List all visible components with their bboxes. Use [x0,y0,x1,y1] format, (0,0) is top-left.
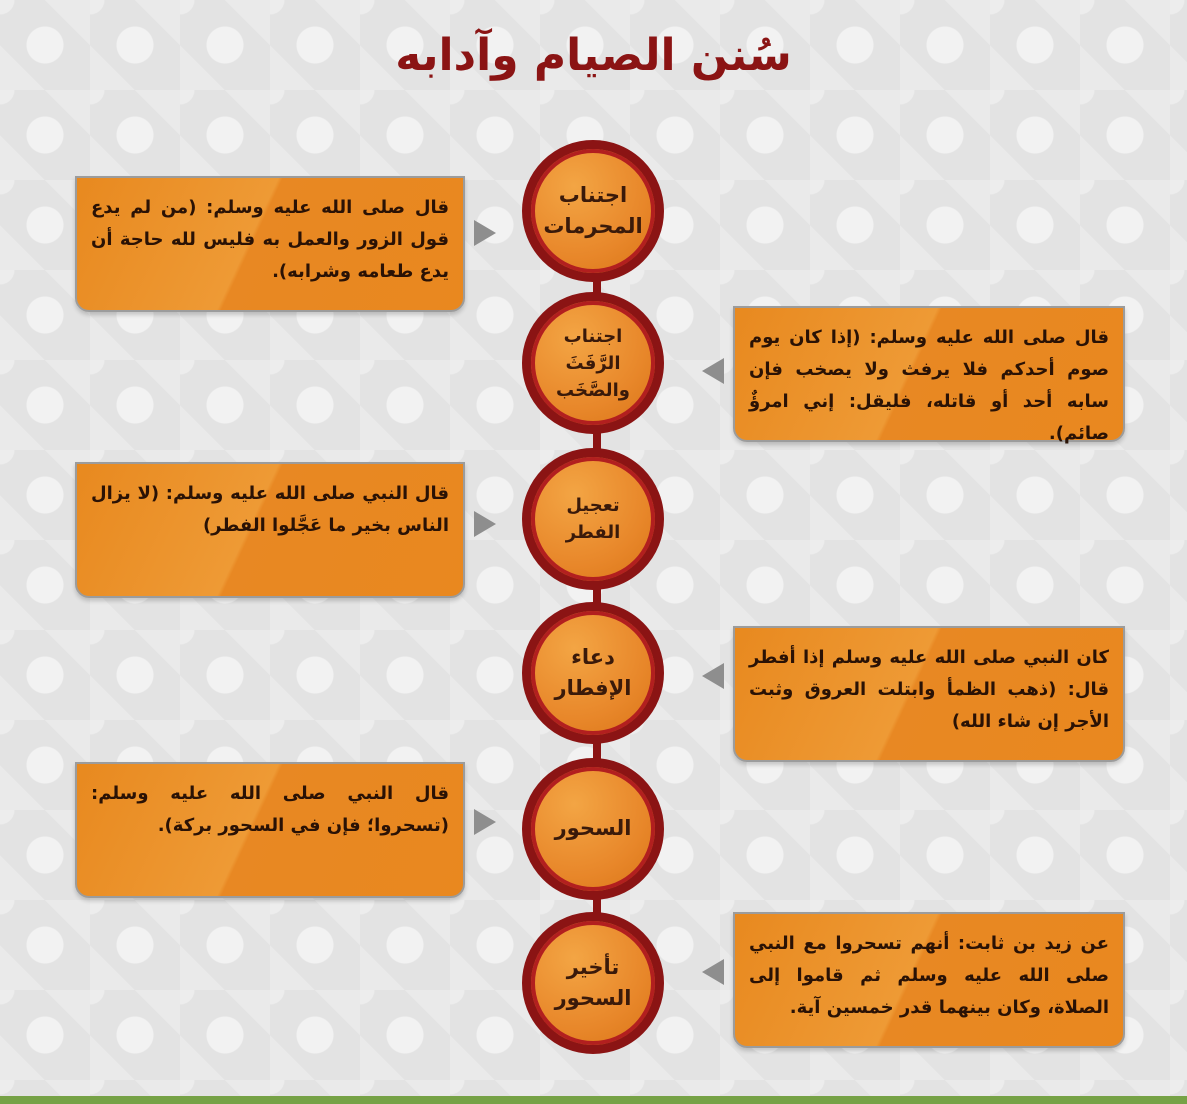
topic-label: تعجيل الفطر [565,495,621,543]
topic-circle-delay-suhoor [522,912,664,1054]
footer-bar [0,1096,1187,1104]
topic-circle-avoid-obscenity [522,292,664,434]
topic-label: السحور [554,816,632,841]
arrow-icon [474,220,496,246]
topic-label: تأخير السحور [554,954,632,1010]
arrow-icon [702,358,724,384]
topic-circle-hasten-iftar [522,448,664,590]
topic-label: دعاء الإفطار [554,644,632,700]
topic-label: اجتناب الرَّفَثَ والصَّخَب [556,325,630,401]
page-title: سُنن الصيام وآدابه [395,30,792,81]
hadith-card-suhoor: قال النبي صلى الله عليه وسلم: (تسحروا؛ فإن في السحور بركة). [75,762,465,898]
topic-circle-avoid-sins [522,140,664,282]
topic-circle-suhoor [522,758,664,900]
hadith-card-delay-suhoor: عن زيد بن ثابت: أنهم تسحروا مع النبي صلى الله عليه وسلم ثم قاموا إلى الصلاة، وكان بينهما قدر خمسين آية. [733,912,1125,1048]
topic-circle-iftar-dua [522,602,664,744]
topic-label: اجتناب المحرمات [543,182,643,238]
arrow-icon [702,959,724,985]
hadith-card-avoid-obscenity: قال صلى الله عليه وسلم: (إذا كان يوم صوم أحدكم فلا يرفث ولا يصخب فإن سابه أحد أو قاتله، فليقل: إني امرؤٌ صائم). [733,306,1125,442]
hadith-card-hasten-iftar: قال النبي صلى الله عليه وسلم: (لا يزال الناس بخير ما عَجَّلوا الفطر) [75,462,465,598]
arrow-icon [474,809,496,835]
hadith-card-iftar-dua: كان النبي صلى الله عليه وسلم إذا أفطر قال: (ذهب الظمأ وابتلت العروق وثبت الأجر إن شاء الله) [733,626,1125,762]
arrow-icon [702,663,724,689]
arrow-icon [474,511,496,537]
hadith-card-avoid-sins: قال صلى الله عليه وسلم: (من لم يدع قول الزور والعمل به فليس لله حاجة أن يدع طعامه وشرابه). [75,176,465,312]
